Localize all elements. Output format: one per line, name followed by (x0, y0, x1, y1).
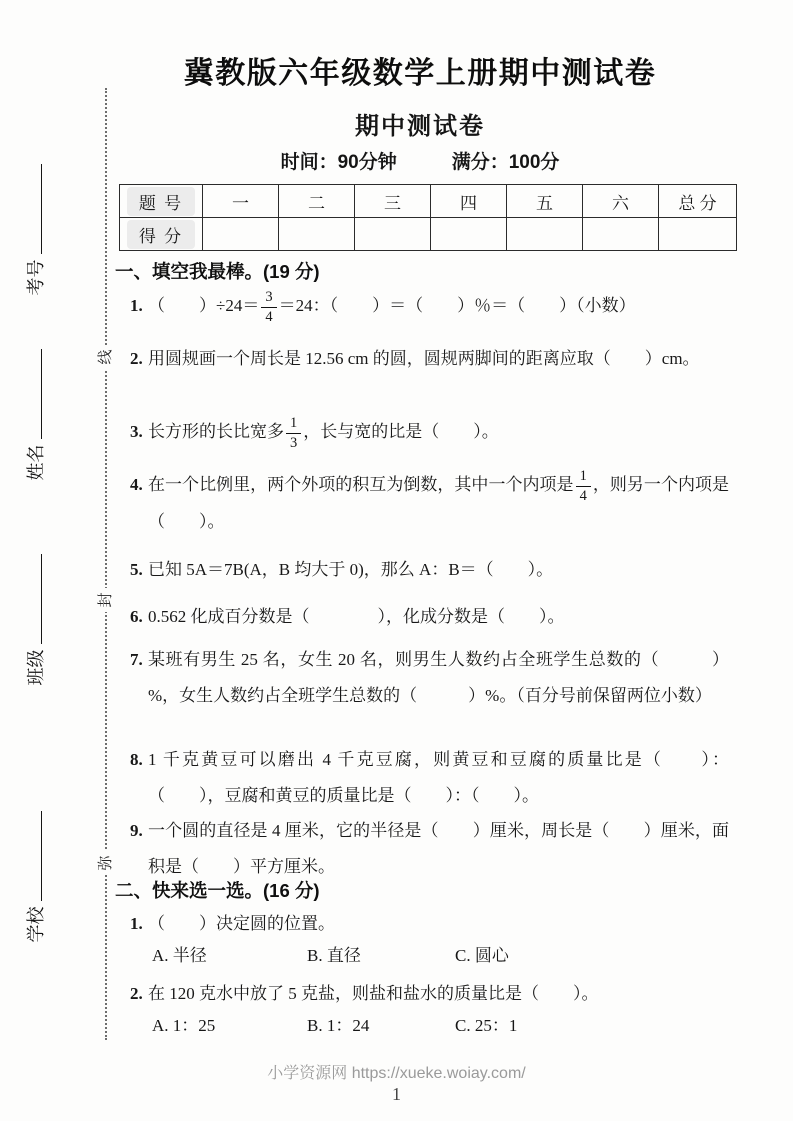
fraction-1-4 (576, 468, 591, 504)
question-number: 8. (130, 750, 143, 769)
question-s2-1-options (130, 941, 730, 975)
question-s1-6 (130, 599, 729, 635)
score-table-col-2: 二 (279, 185, 355, 218)
exam-number-blank-line (37, 165, 42, 255)
score-cell-2 (279, 218, 355, 251)
question-s2-1 (130, 906, 729, 942)
class-label: 班级 (26, 649, 46, 686)
margin-label-class (22, 550, 48, 690)
question-number: 1. (130, 296, 143, 315)
question-number: 6. (130, 607, 143, 626)
seal-char-mi: 弥 (94, 851, 118, 875)
question-s1-5 (130, 552, 729, 588)
question-text: （ ）决定圆的位置。 (148, 914, 335, 933)
score-table-cell-question-number (120, 185, 203, 218)
question-s1-8 (130, 742, 729, 814)
score-table (119, 184, 737, 251)
question-number: 2. (130, 984, 143, 1003)
question-number: 7. (130, 650, 143, 669)
option-c: C. 25：1 (455, 1016, 518, 1035)
score-table-score-row (120, 218, 737, 251)
full-score: 满分：100分 (451, 152, 560, 173)
option-a: A. 1：25 (152, 1016, 216, 1035)
question-text: 某班有男生 25 名，女生 20 名，则男生人数约占全班学生总数的（ ）%，女生人数约占全班学生总数的（ ）%。（百分号前保留两位小数） (148, 650, 729, 705)
question-text: （ ）÷24＝ (148, 296, 260, 315)
question-text: ＝24：（ ）＝（ ）％＝（ ）（小数） (278, 296, 636, 315)
question-number: 2. (130, 349, 143, 368)
question-number: 1. (130, 914, 143, 933)
question-s1-9 (130, 813, 729, 885)
question-number: 9. (130, 821, 143, 840)
option-b: B. 直径 (307, 946, 361, 965)
school-label: 学校 (26, 906, 46, 943)
question-s1-1 (130, 288, 729, 325)
seal-char-feng: 封 (94, 588, 118, 612)
page-title: 冀教版六年级数学上册期中测试卷 (183, 57, 657, 90)
question-text: 1 千克黄豆可以磨出 4 千克豆腐，则黄豆和豆腐的质量比是（ ）：（ ），豆腐和黄豆的质量比是（ ）：（ ）。 (148, 750, 729, 805)
margin-label-exam-number (22, 160, 48, 300)
option-c: C. 圆心 (455, 946, 509, 965)
question-text: 0.562 化成百分数是（ ），化成分数是（ ）。 (148, 607, 565, 626)
page-number: 1 (392, 1084, 401, 1104)
question-s1-2 (130, 341, 729, 377)
time-limit: 时间：90分钟 (280, 152, 397, 173)
question-s1-7 (130, 642, 729, 714)
question-s1-3 (130, 414, 729, 451)
score-cell-6 (583, 218, 659, 251)
score-table-col-6: 六 (583, 185, 659, 218)
score-cell-3 (355, 218, 431, 251)
question-number: 4. (130, 475, 143, 494)
seal-char-xian: 线 (94, 345, 118, 369)
score-table-cell-score (120, 218, 203, 251)
question-text: ，长与宽的比是（ ）。 (303, 422, 499, 441)
score-table-col-5: 五 (507, 185, 583, 218)
score-cell-4 (431, 218, 507, 251)
question-text: ，则另一个内项是（ ）。 (148, 475, 730, 532)
question-number: 5. (130, 560, 143, 579)
question-text: 已知 5A＝7B(A，B 均大于 0)，那么 A：B＝（ ）。 (148, 560, 554, 579)
score-cell-total (659, 218, 737, 251)
question-text: 长方形的长比宽多 (148, 422, 284, 441)
fraction-numerator: 1 (286, 415, 301, 434)
section-2-heading: 二、快来选一选。(16 分) (115, 880, 320, 901)
question-s2-2-options (130, 1011, 730, 1045)
question-text: 一个圆的直径是 4 厘米，它的半径是（ ）厘米，周长是（ ）厘米，面积是（ ）平方厘米。 (148, 821, 729, 876)
option-a: A. 半径 (152, 946, 207, 965)
school-blank-line (37, 812, 42, 902)
margin-label-school (22, 807, 48, 947)
option-b: B. 1：24 (307, 1016, 370, 1035)
question-text: 在一个比例里，两个外项的积互为倒数，其中一个内项是 (148, 475, 574, 494)
score-badge: 得 分 (127, 220, 195, 249)
class-blank-line (37, 555, 42, 645)
score-table-header-row (120, 185, 737, 218)
fraction-numerator: 1 (576, 468, 591, 487)
section-1-heading: 一、填空我最棒。(19 分) (115, 261, 320, 282)
margin-label-name (22, 345, 48, 485)
score-table-col-4: 四 (431, 185, 507, 218)
seal-dotted-line (105, 88, 107, 1040)
exam-number-label: 考号 (26, 259, 46, 296)
score-table-col-1: 一 (203, 185, 279, 218)
question-s1-4 (130, 467, 729, 540)
watermark: 小学资源网 https://xueke.woiay.com/ (267, 1065, 526, 1082)
question-s2-2 (130, 976, 729, 1012)
question-text: 在 120 克水中放了 5 克盐，则盐和盐水的质量比是（ ）。 (148, 984, 599, 1003)
fraction-denominator: 4 (265, 308, 273, 325)
fraction-denominator: 3 (290, 434, 298, 451)
fraction-1-3 (286, 415, 301, 451)
score-table-col-3: 三 (355, 185, 431, 218)
exam-info-line (110, 147, 730, 174)
score-cell-5 (507, 218, 583, 251)
score-cell-1 (203, 218, 279, 251)
score-table-col-total: 总 分 (659, 185, 737, 218)
name-label: 姓名 (26, 444, 46, 481)
question-number-badge: 题 号 (127, 187, 195, 216)
fraction-numerator: 3 (261, 289, 276, 308)
fraction-3-4 (261, 289, 276, 325)
page-subtitle: 期中测试卷 (355, 113, 485, 140)
fraction-denominator: 4 (579, 487, 587, 504)
question-text: 用圆规画一个周长是 12.56 cm 的圆，圆规两脚间的距离应取（ ）cm。 (148, 349, 700, 368)
name-blank-line (37, 350, 42, 440)
question-number: 3. (130, 422, 143, 441)
